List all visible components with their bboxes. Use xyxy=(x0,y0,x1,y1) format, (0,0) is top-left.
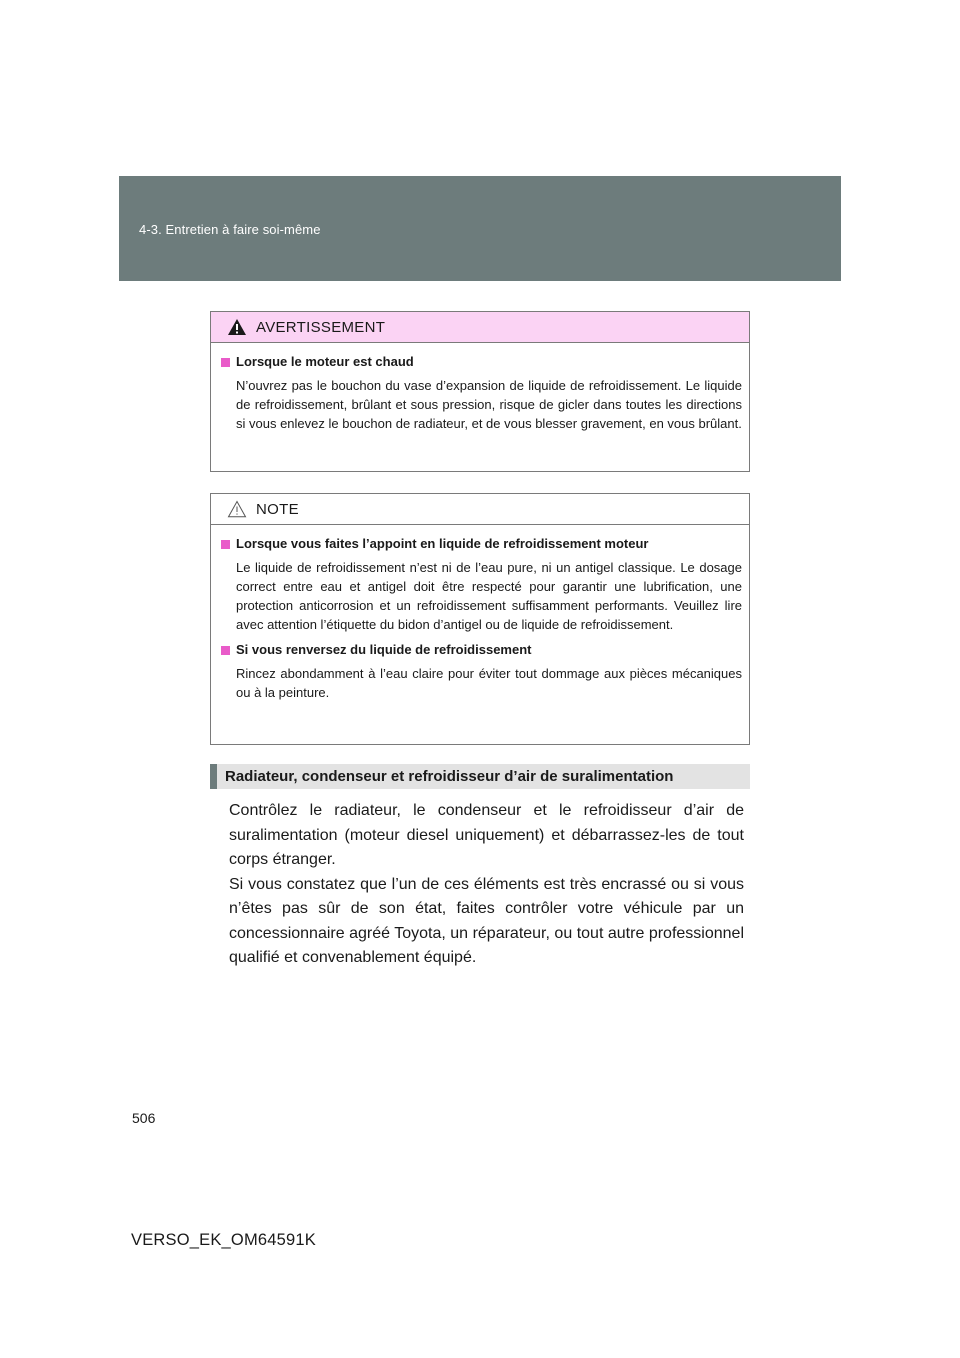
note-item-title: Si vous renversez du liquide de refroidissement xyxy=(221,641,742,659)
note-item-text: Rincez abondamment à l’eau claire pour éviter tout dommage aux pièces mécaniques ou à la peinture. xyxy=(236,666,742,700)
square-bullet-icon xyxy=(221,646,230,655)
note-body xyxy=(211,525,749,719)
page-number: 506 xyxy=(132,1110,156,1126)
section-title: 4-3. Entretien à faire soi-même xyxy=(139,222,321,237)
note-item-text: Le liquide de refroidissement n’est ni de l’eau pure, ni un antigel classique. Le dosage correct entre eau et antigel doit être respecté pour garantir une lubrification, une protection anticorrosion et un refroidissement suffisamment performants. Veuillez lire avec attention l’étiquette du bidon d’antigel ou de liquide de refroidissement. xyxy=(236,560,742,632)
warning-header xyxy=(211,312,749,343)
square-bullet-icon xyxy=(221,540,230,549)
note-title: NOTE xyxy=(256,500,299,518)
note-item-title: Lorsque vous faites l’appoint en liquide de refroidissement moteur xyxy=(221,535,742,553)
note-box xyxy=(210,493,750,745)
warning-triangle-icon xyxy=(227,318,247,336)
warning-body xyxy=(211,343,749,450)
square-bullet-icon xyxy=(221,358,230,367)
warning-box xyxy=(210,311,750,472)
body-paragraph: Contrôlez le radiateur, le condenseur et le refroidisseur d’air de suralimentation (moteur diesel uniquement) et débarrassez-les de tout corps étranger. xyxy=(229,802,744,868)
warning-item-text: N’ouvrez pas le bouchon du vase d’expansion de liquide de refroidissement. Le liquide de refroidissement, brûlant et sous pression, risque de gicler dans toutes les directions si vous enlevez le bouchon de radiateur, et de vous blesser gravement, en vous brûlant. xyxy=(236,378,742,431)
section-heading: Radiateur, condenseur et refroidisseur d’air de suralimentation xyxy=(210,764,750,789)
chapter-header-band xyxy=(119,176,841,281)
warning-title: AVERTISSEMENT xyxy=(256,318,386,336)
caution-triangle-outline-icon xyxy=(227,500,247,518)
document-code: VERSO_EK_OM64591K xyxy=(131,1231,316,1249)
section-body xyxy=(229,799,744,971)
body-paragraph: Si vous constatez que l’un de ces éléments est très encrassé ou si vous n’êtes pas sûr de son état, faites contrôler votre véhicule par un concessionnaire agréé Toyota, un réparateur, ou tout autre professionnel qualifié et convenablement équipé. xyxy=(229,875,744,966)
note-header xyxy=(211,494,749,525)
warning-item-title: Lorsque le moteur est chaud xyxy=(221,353,742,371)
